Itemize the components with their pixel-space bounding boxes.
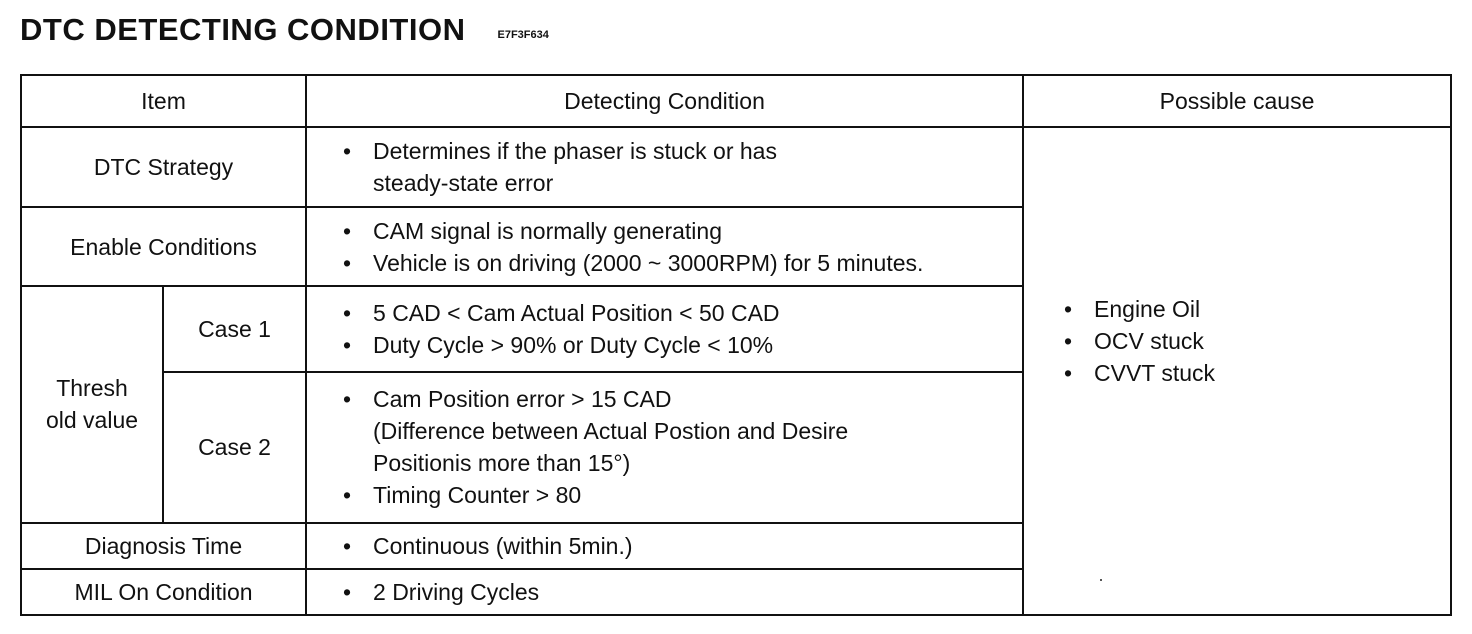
condition-item: • Timing Counter > 80	[343, 479, 1022, 511]
row-label-dtc-strategy: DTC Strategy	[21, 127, 306, 207]
header-item: Item	[21, 75, 306, 127]
row-label-case-2: Case 2	[163, 372, 306, 523]
row-label-mil-on-condition: MIL On Condition	[21, 569, 306, 615]
condition-item: • 2 Driving Cycles	[343, 576, 1022, 608]
condition-item: • Cam Position error > 15 CAD (Difference between Actual Postion and Desire Positionis more than 15°)	[343, 383, 1022, 479]
conditions-case-1	[306, 286, 1023, 372]
condition-item: • 5 CAD < Cam Actual Position < 50 CAD	[343, 297, 1022, 329]
cause-item: • OCV stuck	[1064, 325, 1450, 357]
condition-item: • Duty Cycle > 90% or Duty Cycle < 10%	[343, 329, 1022, 361]
condition-item: • Determines if the phaser is stuck or has steady-state error	[343, 135, 1022, 199]
header-detecting-condition: Detecting Condition	[306, 75, 1023, 127]
condition-item: • Vehicle is on driving (2000 ~ 3000RPM) for 5 minutes.	[343, 247, 1022, 279]
row-label-enable-conditions: Enable Conditions	[21, 207, 306, 285]
dtc-condition-table	[20, 74, 1452, 616]
conditions-mil-on-condition	[306, 569, 1023, 615]
condition-item: • CAM signal is normally generating	[343, 215, 1022, 247]
table-header-row	[21, 75, 1451, 127]
heading	[20, 12, 549, 48]
row-label-diagnosis-time: Diagnosis Time	[21, 523, 306, 569]
scan-speck	[1100, 579, 1102, 581]
document-code: E7F3F634	[497, 29, 549, 41]
header-possible-cause: Possible cause	[1023, 75, 1451, 127]
conditions-diagnosis-time	[306, 523, 1023, 569]
cause-item: • CVVT stuck	[1064, 357, 1450, 389]
conditions-enable	[306, 207, 1023, 285]
page-title: DTC DETECTING CONDITION	[20, 12, 466, 47]
cause-item: • Engine Oil	[1064, 293, 1450, 325]
conditions-dtc-strategy	[306, 127, 1023, 207]
conditions-case-2	[306, 372, 1023, 523]
row-label-threshold: Thresh old value	[21, 286, 163, 523]
table-row-dtc-strategy	[21, 127, 1451, 207]
row-label-case-1: Case 1	[163, 286, 306, 372]
possible-cause-cell	[1023, 127, 1451, 615]
condition-item: • Continuous (within 5min.)	[343, 530, 1022, 562]
